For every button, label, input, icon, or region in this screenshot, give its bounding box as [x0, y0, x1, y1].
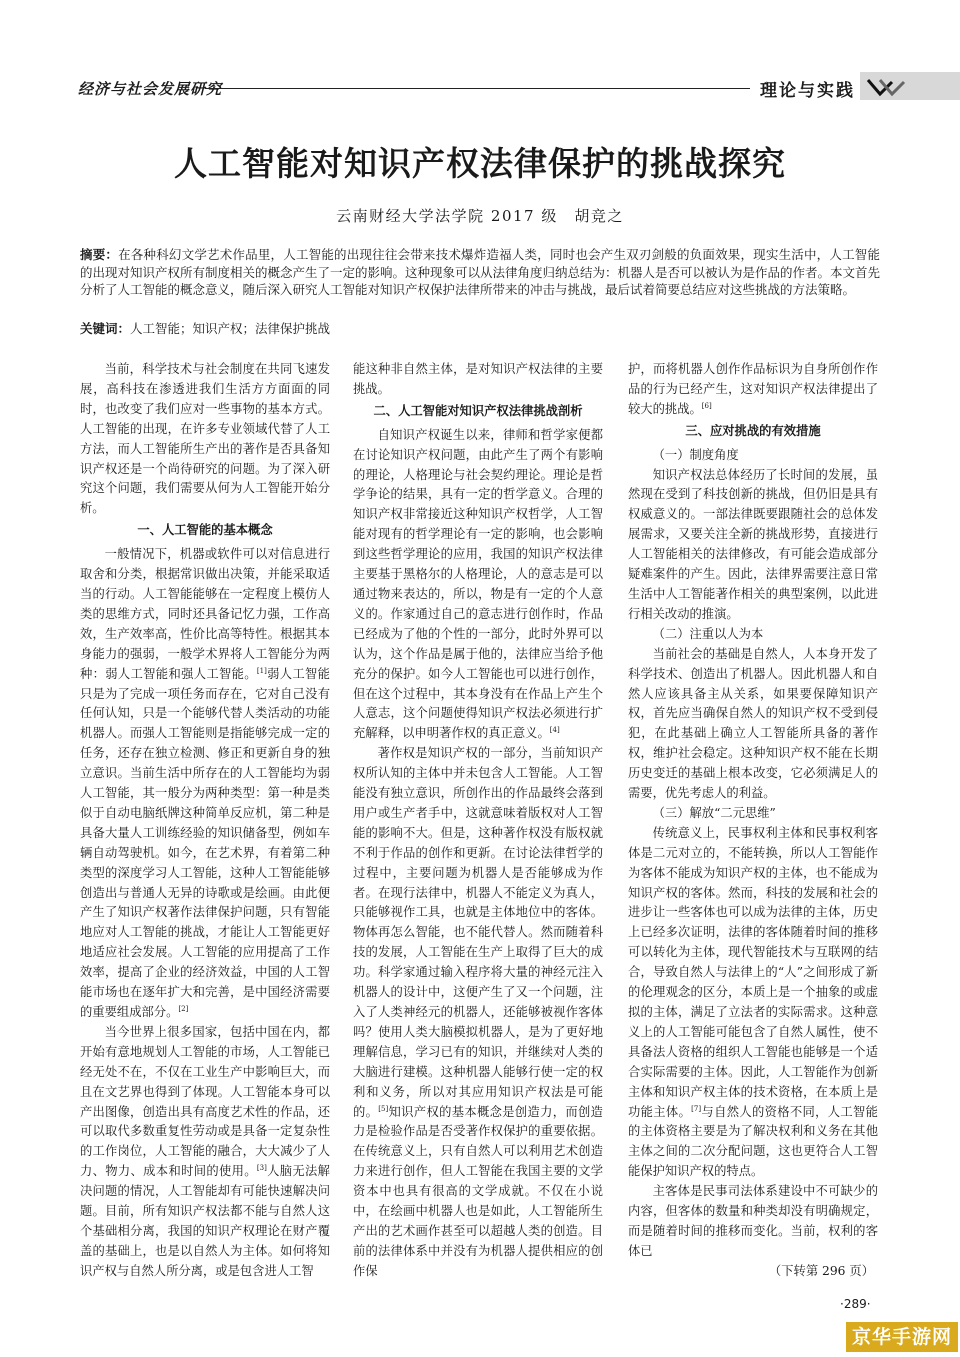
citation: [7] [691, 1104, 702, 1113]
paragraph: 传统意义上，民事权利主体和民事权利客体是二元对立的，不能转换，所以人工智能作为客体不能成为知识产权的主体，也不能成为知识产权的客体。然而，科技的发展和社会的进步让一些客体也可以成为法律的主体，历史上已经多次证明，法律的客体随着时间的推移可以转化为主体，现代智能技术与互联网的结合，导致自然人与法律上的“人”之间形成了新的伦理观念的区分，本质上是一个抽象的或虚拟的主体，满足了立法者的实际需求。这种意义上的人工智能可能包含了自然人属性，使不具备法人资格的组织人工智能也能够是一个适合实际需要的主体。因此，人工智能作为创新主体和知识产权主体的技术资格，在本质上是功能主体。[7]与自然人的资格不同，人工智能的主体资格主要是为了解决权利和义务在其他主体之间的二次分配问题，这也更符合人工智能保护知识产权的特点。 [628, 825, 878, 1179]
column-1 [80, 360, 330, 1282]
paragraph: 当前，科学技术与社会制度在共同飞速发展，高科技在渗透进我们生活方方面面的同时，也改变了我们应对一些事物的基本方式。人工智能的出现，在许多专业领域代替了人工方法，而人工智能所生产出的著作是否具备知识产权还是一个尚待研究的问题。为了深入研究这个问题，我们需要从何为人工智能开始分析。 [80, 362, 330, 516]
author-line: 云南财经大学法学院 2017 级 胡竞之 [336, 207, 624, 225]
citation: [6] [701, 401, 712, 410]
citation: [5] [378, 1104, 389, 1113]
subsection-heading: （二）注重以人为本 [652, 626, 764, 641]
paragraph: 自知识产权诞生以来，律师和哲学家便都在讨论知识产权问题，由此产生了两个有影响的理论，人格理论与社会契约理论。理论是哲学争论的结果，具有一定的哲学意义。合理的知识产权非常接近这种知识产权哲学，人工智能对现有的哲学理论有一定的影响，也会影响到这些哲学理论的应用，我国的知识产权法律主要基于黑格尔的人格理论，人的意志是可以通过物来表达的，所以，物是有一定的个人意义的。作家通过自己的意志进行创作时，作品已经成为了他的个性的一部分，此时外界可以认为，这个作品是属于他的，法律应当给予他充分的保护。如今人工智能也可以进行创作，但在这个过程中，其本身没有在作品上产生个人意志，这个问题使得知识产权法必须进行扩充解释，以申明著作权的真正意义。[4] [353, 427, 603, 741]
keywords [80, 320, 880, 337]
paragraph: 一般情况下，机器或软件可以对信息进行取舍和分类，根据常识做出决策，并能采取适当的行动。人工智能能够在一定程度上模仿人类的思维方式，同时还具备记忆力强，工作高效，生产效率高，性价比高等特性。根据其本身能力的强弱，一般学术界将人工智能分为两种：弱人工智能和强人工智能。[1]弱人工智能只是为了完成一项任务而存在，它对自己没有任何认知，只是一个能够代替人类活动的功能机器人。而强人工智能则是指能够完成一定的任务，还存在独立检测、修正和更新自身的独立意识。当前生活中所存在的人工智能均为弱人工智能，其一般分为两种类型：第一种是类似于自动电脑纸牌这种简单反应机，第二种是具备大量人工训练经验的知识储备型，例如车辆自动驾驶机。如今，在艺术界，有着第二种类型的深度学习人工智能，这种人工智能能够创造出与普通人无异的诗歌或是绘画。由此便产生了知识产权著作法律保护问题，只有智能地应对人工智能的挑战，才能让人工智能更好地适应社会发展。人工智能的应用提高了工作效率，提高了企业的经济效益，中国的人工智能市场也在逐年扩大和完善，是中国经济需要的重要组成部分。[2] [80, 547, 330, 1019]
column-3 [628, 360, 878, 1282]
citation: [3] [256, 1164, 267, 1173]
journal-name: 经济与社会发展研究 [78, 80, 223, 98]
article-title: 人工智能对知识产权法律保护的挑战探究 [174, 144, 786, 183]
abstract [80, 246, 880, 299]
paragraph: 主客体是民事司法体系建设中不可缺少的内容，但客体的数量和种类却没有明确规定，而是随着时间的推移而变化。当前，权利的客体已 [628, 1184, 878, 1258]
abstract-text: 在各种科幻文学艺术作品里，人工智能的出现往往会带来技术爆炸造福人类，同时也会产生双刃剑般的负面效果，现实生活中，人工智能的出现对知识产权所有制度相关的概念产生了一定的影响。这种现象可以从法律角度归纳总结为：机器人是否可以被认为是作品的作者。本文首先分析了人工智能的概念意义，随后深入研究人工智能对知识产权保护法律所带来的冲击与挑战，最后试着简要总结应对这些挑战的方法策略。 [80, 247, 881, 297]
paragraph: 当前社会的基础是自然人，人本身开发了科学技术、创造出了机器人。因此机器人和自然人应该具备主从关系，如果要保障知识产权，首先应当确保自然人的知识产权不受到侵犯，在此基础上确立人工智能所具备的著作权，维护社会稳定。这种知识产权不能在长期历史变迁的基础上根本改变，它必须满足人的需要，优先考虑人的利益。 [628, 646, 878, 801]
paragraph: 当今世界上很多国家，包括中国在内，都开始有意地规划人工智能的市场，人工智能已经无处不在，不仅在工业生产中影响巨大，而且在文艺界也得到了体现。人工智能本身可以产出图像，创造出具有高度艺术性的作品，还可以取代多数重复性劳动或是具备一定复杂性的工作岗位，人工智能的融合，大大减少了人力、物力、成本和时间的使用。[3]人脑无法解决问题的情况，人工智能却有可能快速解决问题。目前，所有知识产权法都不能与自然人这个基础相分离，我国的知识产权理论在财产覆盖的基础上，也是以自然人为主体。如何将知识产权与自然人所分离，或是包含进人工智 [80, 1024, 330, 1278]
site-logo: 京华手游网 [846, 1322, 958, 1352]
paragraph: 知识产权法总体经历了长时间的发展，虽然现在受到了科技创新的挑战，但仍旧是具有权威意义的。一部法律既要跟随社会的总体发展需求，又要关注全新的挑战形势，直接进行人工智能相关的法律修改，有可能会造成部分疑难案件的产生。因此，法律界需要注意日常生活中人工智能著作相关的典型案例，以此进行相关改动的推演。 [628, 467, 878, 621]
header-rule [205, 88, 750, 89]
section-label: 理论与实践 [760, 81, 855, 101]
keywords-text: 人工智能；知识产权；法律保护挑战 [130, 321, 331, 336]
arrow-decoration-icon [866, 76, 906, 98]
paragraph: 能这种非自然主体，是对知识产权法律的主要挑战。 [353, 362, 603, 396]
citation: [4] [549, 726, 560, 735]
abstract-label: 摘要： [80, 247, 119, 262]
section-heading-1: 一、人工智能的基本概念 [137, 523, 273, 538]
paragraph: 著作权是知识产权的一部分，当前知识产权所认知的主体中并未包含人工智能。人工智能没有独立意识，所创作出的作品最终会落到用户或生产者手中，这就意味着版权对人工智能的影响不大。但是，这种著作权没有版权就不利于作品的创作和更新。在讨论法律哲学的过程中，主要问题为机器人是否能够成为作者。在现行法律中，机器人不能定义为真人，只能够视作工具，也就是主体地位中的客体。物体再怎么智能，也不能代替人。然而随着科技的发展，人工智能在生产上取得了巨大的成功。科学家通过输入程序将大量的神经元注入机器人的设计中，这便产生了又一个问题，注入了人类神经元的机器人，还能够被视作客体吗？使用人类大脑模拟机器人，是为了更好地理解信息，学习已有的知识，并继续对人类的大脑进行建模。这种机器人能够行使一定的权利和义务，所以对其应用知识产权法是可能的。[5]知识产权的基本概念是创造力，而创造力是检验作品是否受著作权保护的重要依据。在传统意义上，只有自然人可以利用艺术创造力来进行创作，但人工智能在我国主要的文学资本中也具有很高的文学成就。不仅在小说中，在绘画中机器人也是如此，人工智能所生产出的艺术画作甚至可以超越人类的创造。目前的法律体系中并没有为机器人提供相应的创作保 [353, 746, 603, 1278]
paragraph: 护，而将机器人创作作品标识为自身所创作作品的行为已经产生，这对知识产权法律提出了较大的挑战。[6] [628, 362, 878, 416]
citation: [1] [256, 666, 267, 675]
page-number: ·289· [840, 1297, 871, 1311]
column-2 [353, 360, 603, 1282]
subsection-heading: （一）制度角度 [652, 447, 739, 462]
section-heading-2: 二、人工智能对知识产权法律挑战剖析 [373, 403, 583, 418]
subsection-heading: （三）解放“二元思维” [652, 805, 776, 820]
keywords-label: 关键词： [80, 321, 131, 336]
citation: [2] [178, 1004, 189, 1013]
continued-note: （下转第 296 页） [768, 1263, 874, 1278]
section-heading-3: 三、应对挑战的有效措施 [685, 423, 821, 438]
